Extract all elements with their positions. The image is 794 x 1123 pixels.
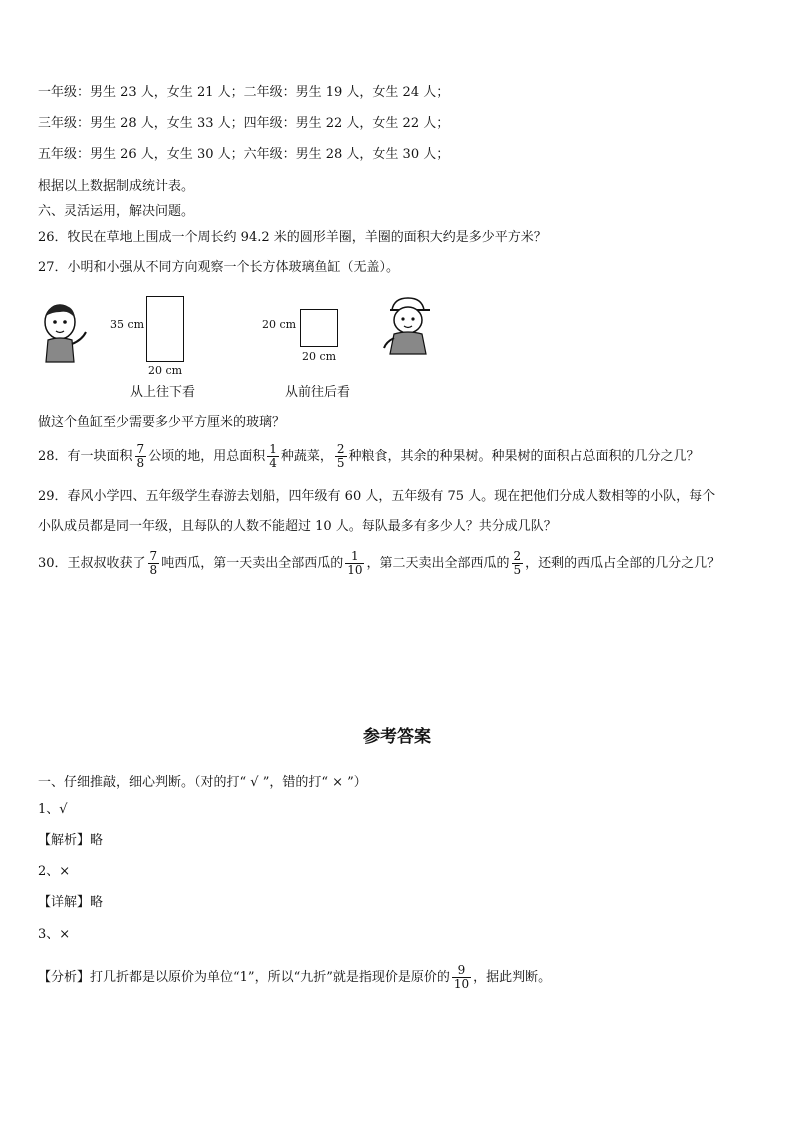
answer-3-explanation	[38, 960, 551, 996]
q30-text-3: ，第二天卖出全部西瓜的	[366, 556, 510, 571]
q28-text-1: 28．有一块面积	[38, 449, 133, 464]
q28-fraction-2-5: $\frac{2}{5}$	[336, 442, 345, 470]
answer-1: 1、√	[38, 802, 68, 817]
question-29-line-2: 小队成员都是同一年级，且每队的人数不能超过 10 人。每队最多有多少人？共分成几队？	[38, 519, 557, 534]
front-view-caption: 从前往后看	[285, 385, 351, 400]
a3-text-1: 【分析】打几折都是以原价为单位“1”，所以“九折”就是指现价是原价的	[38, 970, 450, 985]
question-27: 27．小明和小强从不同方向观察一个长方体玻璃鱼缸（无盖）。	[38, 260, 400, 275]
q28-fraction-7-8: $\frac{7}{8}$	[136, 442, 145, 470]
front-view-height-label: 20 cm	[262, 318, 297, 331]
data-line-grade3-4: 三年级：男生 28 人，女生 33 人；四年级：男生 22 人，女生 22 人；	[38, 116, 450, 131]
answers-section-1-heading: 一、仔细推敲，细心判断。（对的打“ √ ”，错的打“ × ”）	[38, 775, 367, 790]
data-line-grade1-2: 一年级：男生 23 人，女生 21 人；二年级：男生 19 人，女生 24 人；	[38, 85, 450, 100]
section-six-heading: 六、灵活运用，解决问题。	[38, 204, 195, 219]
question-27-prompt: 做这个鱼缸至少需要多少平方厘米的玻璃？	[38, 415, 286, 430]
answer-1-explanation: 【解析】略	[38, 833, 104, 848]
a3-fraction-9-10: $\frac{9}{10}$	[453, 963, 470, 991]
answer-2: 2、×	[38, 864, 71, 879]
boy-left-illustration	[36, 300, 90, 366]
top-view-height-label: 35 cm	[110, 318, 145, 331]
q30-text-1: 30．王叔叔收获了	[38, 556, 146, 571]
instruction-line: 根据以上数据制成统计表。	[38, 179, 195, 194]
q28-text-2: 公顷的地，用总面积	[148, 449, 266, 464]
front-view-square	[300, 309, 338, 347]
top-view-caption: 从上往下看	[130, 385, 196, 400]
q28-fraction-1-4: $\frac{1}{4}$	[269, 442, 277, 470]
question-28	[38, 440, 700, 474]
question-30	[38, 546, 720, 582]
q30-text-4: ，还剩的西瓜占全部的几分之几？	[525, 556, 721, 571]
q30-text-2: 吨西瓜，第一天卖出全部西瓜的	[161, 556, 344, 571]
question-29-line-1: 29．春风小学四、五年级学生春游去划船，四年级有 60 人，五年级有 75 人。现在把他们分成人数相等的小队，每个	[38, 489, 716, 504]
a3-text-2: ，据此判断。	[473, 970, 552, 985]
boy-right-illustration	[382, 296, 436, 356]
q28-text-3: 种蔬菜，	[280, 449, 333, 464]
answer-3: 3、×	[38, 927, 71, 942]
answer-2-explanation: 【详解】略	[38, 895, 104, 910]
q30-fraction-1-10: $\frac{1}{10}$	[347, 549, 363, 577]
top-view-width-label: 20 cm	[148, 364, 183, 377]
question-26: 26．牧民在草地上围成一个周长约 94.2 米的圆形羊圈，羊圈的面积大约是多少平方米？	[38, 230, 547, 245]
front-view-width-label: 20 cm	[302, 350, 337, 363]
q28-text-4: 种粮食，其余的种果树。种果树的面积占总面积的几分之几？	[348, 449, 700, 464]
top-view-rectangle	[146, 296, 184, 362]
q30-fraction-2-5: $\frac{2}{5}$	[513, 549, 522, 577]
answers-title: 参考答案	[363, 727, 431, 747]
q30-fraction-7-8: $\frac{7}{8}$	[149, 549, 158, 577]
data-line-grade5-6: 五年级：男生 26 人，女生 30 人；六年级：男生 28 人，女生 30 人；	[38, 147, 450, 162]
